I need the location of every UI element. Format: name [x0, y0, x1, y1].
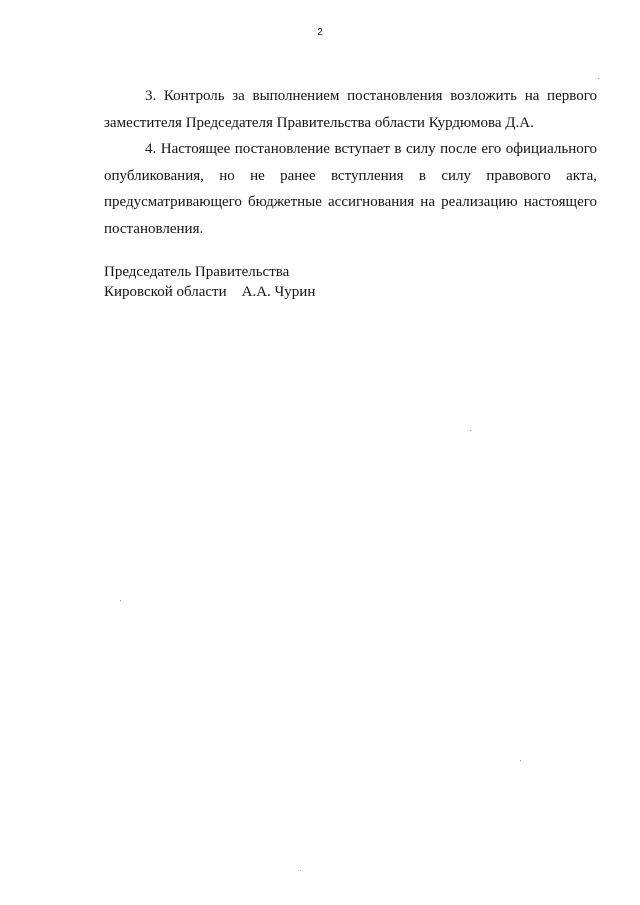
page-number: 2 [317, 27, 323, 38]
scan-speck [520, 760, 521, 761]
paragraph-4: 4. Настоящее постановление вступает в силу после его официального опубликования, но не ранее вступления в силу правового акта, предусматривающего бюджетные ассигнования на реализацию настоящего постановления. [104, 141, 597, 237]
signature-block [104, 262, 315, 302]
scan-speck [470, 430, 471, 431]
signatory-name: А.А. Чурин [241, 284, 316, 300]
signatory-region: Кировской области [104, 284, 227, 300]
signatory-title: Председатель Правительства [104, 264, 290, 280]
signatory-region-line [104, 282, 315, 302]
scan-speck [120, 600, 121, 601]
scan-speck [300, 870, 301, 871]
paragraph-3: 3. Контроль за выполнением постановления возложить на первого заместителя Председателя Правительства области Курдюмова Д.А. [104, 88, 597, 131]
scan-speck [598, 78, 599, 79]
